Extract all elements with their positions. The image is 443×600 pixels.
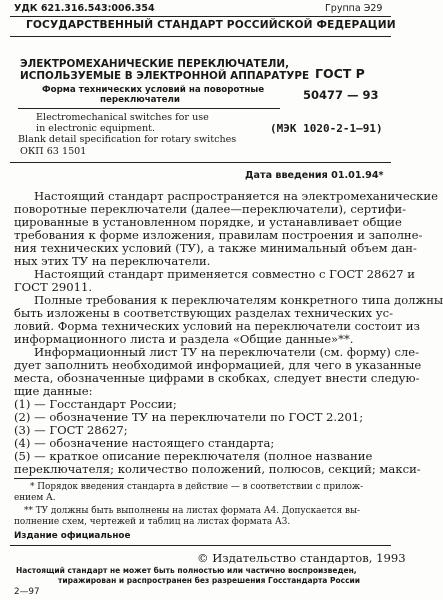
okp-code: ОКП 63 1501	[20, 146, 87, 157]
udk-code: УДК 621.316.543:006.354	[14, 3, 155, 14]
title-separator	[18, 108, 280, 109]
title-block-rule	[10, 162, 391, 163]
body-line: (5) — краткое описание переключателя (полное название	[14, 449, 373, 463]
body-line: (2) — обозначение ТУ на переключатели по ГОСТ 2.201;	[14, 410, 364, 424]
subtitle-ru-line1: Форма технических условий на поворотные	[42, 85, 265, 95]
header-rule-bottom	[10, 36, 391, 37]
body-line: Информационный лист ТУ на переключатели (см. форму) сле-	[34, 345, 420, 359]
body-line: (3) — ГОСТ 28627;	[14, 423, 128, 437]
footnote-line: ением А.	[14, 493, 56, 503]
edition-label: Издание официальное	[14, 531, 131, 541]
body-line: Настоящий стандарт распространяется на электромеханические	[34, 189, 439, 203]
body-line: места, обозначенные цифрами в скобках, следует внести следую-	[14, 371, 420, 385]
reproduction-notice-line2: тиражирован и распространен без разрешения Госстандарта России	[58, 576, 361, 585]
copyright-notice: © Издательство стандартов, 1993	[197, 551, 406, 565]
body-line: быть изложены в соответствующих разделах технических ус-	[14, 306, 394, 320]
footnote-line: ** ТУ должны быть выполнены на листах формата А4. Допускается вы-	[24, 506, 361, 516]
gost-label: ГОСТ Р	[315, 66, 365, 81]
title-ru-line1: ЭЛЕКТРОМЕХАНИЧЕСКИЕ ПЕРЕКЛЮЧАТЕЛИ,	[20, 58, 290, 70]
body-line: Полные требования к переключателям конкретного типа должны	[34, 293, 443, 307]
standard-title: ГОСУДАРСТВЕННЫЙ СТАНДАРТ РОССИЙСКОЙ ФЕДЕРАЦИИ	[26, 19, 396, 31]
iec-reference: (МЭК 1020-2-1—91)	[270, 122, 383, 135]
group-code: Группа Э29	[325, 3, 383, 14]
page-code: 2—97	[14, 587, 40, 597]
footnote-line: полнение схем, чертежей и таблиц на листах формата А3.	[14, 517, 291, 527]
body-line: (4) — обозначение настоящего стандарта;	[14, 436, 275, 450]
body-line: Настоящий стандарт применяется совместно с ГОСТ 28627 и	[34, 267, 415, 281]
body-line: информационного листа и раздела «Общие данные»**.	[14, 332, 354, 346]
body-line: ГОСТ 29011.	[14, 280, 93, 294]
title-en-line3: Blank detail specification for rotary switches	[18, 134, 237, 145]
gost-number: 50477 — 93	[303, 88, 379, 102]
body-line: ловий. Форма технических условий на переключатели состоит из	[14, 319, 420, 333]
footer-rule	[10, 545, 391, 546]
body-line: щие данные:	[14, 384, 93, 398]
body-line: ния технических условий (ТУ), а также минимальный объем дан-	[14, 241, 417, 255]
reproduction-notice-line1: Настоящий стандарт не может быть полностью или частично воспроизведен,	[16, 566, 357, 575]
title-ru-line2: ИСПОЛЬЗУЕМЫЕ В ЭЛЕКТРОННОЙ АППАРАТУРЕ	[20, 70, 310, 82]
title-en-line1: Electromechanical switches for use	[36, 112, 209, 123]
body-line: требования к форме изложения, правилам построения и заполне-	[14, 228, 423, 242]
footnote-rule	[14, 478, 124, 479]
body-line: переключателя; количество положений, полюсов, секций; макси-	[14, 462, 421, 476]
title-en-line2: in electronic equipment.	[36, 123, 156, 134]
header-rule-top	[10, 16, 391, 17]
body-line: дует заполнить необходимой информацией, для чего в указанные	[14, 358, 422, 372]
subtitle-ru-line2: переключатели	[100, 95, 180, 105]
body-line: поворотные переключатели (далее—переключатели), сертифи-	[14, 202, 407, 216]
body-line: цированные в установленном порядке, и устанавливает общие	[14, 215, 402, 229]
footnote-line: * Порядок введения стандарта в действие — в соответствии с прилож-	[30, 482, 364, 492]
body-line: ных этих ТУ на переключатели.	[14, 254, 211, 268]
body-line: (1) — Госстандарт России;	[14, 397, 177, 411]
introduction-date: Дата введения 01.01.94*	[245, 170, 384, 181]
